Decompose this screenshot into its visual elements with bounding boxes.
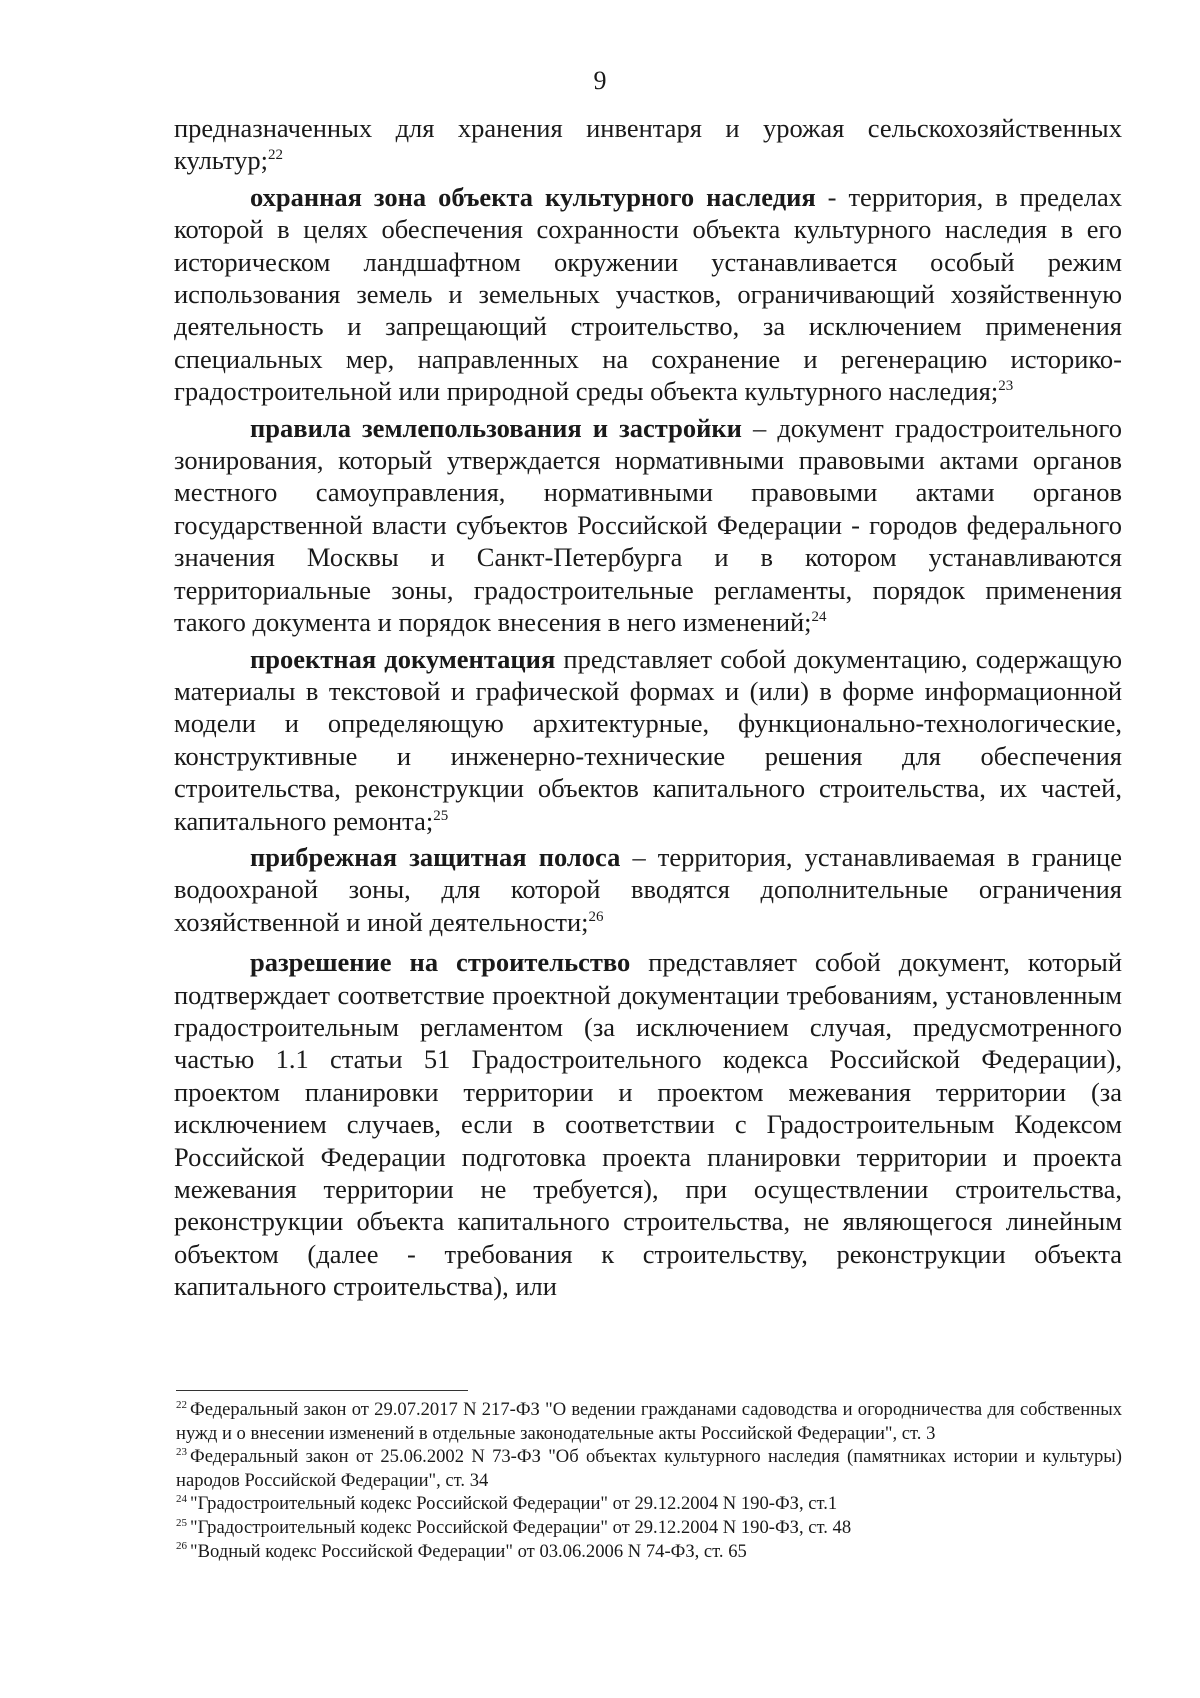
definition-text: представляет собой документ, который подтверждает соответствие проектной документации требованиям, установленным градостроительным регламентом (за исключением случая, предусмотренного частью 1.1 статьи 51 Градостроительного кодекса Российской Федерации), проектом планировки территории и проектом межевания территории (за исключением случаев, если в соответствии с Градостроительным Кодексом Российской Федерации подготовка проекта планировки территории и проекта межевания территории не требуется), при осуществлении строительства, реконструкции объекта капитального строительства, не являющегося линейным объектом (далее - требования к строительству, реконструкции объекта капитального строительства), или: [174, 947, 1122, 1302]
definition-text: – территория, устанавливаемая в границе водоохраной зоны, для которой вводятся дополнительные ограничения хозяйственной и иной деятельности;: [174, 841, 1122, 937]
paragraph-continuation: [174, 112, 1122, 177]
definition-paragraph: [174, 181, 1122, 408]
footnotes: [176, 1398, 1122, 1563]
footnote-number: 23: [176, 1446, 187, 1458]
defined-term: прибрежная защитная полоса: [250, 841, 621, 872]
definition-paragraph: [174, 412, 1122, 639]
footnote: [176, 1540, 1122, 1564]
footnote-separator: [176, 1390, 468, 1391]
footnote-text: "Водный кодекс Российской Федерации" от 03.06.2006 N 74-ФЗ, ст. 65: [190, 1540, 747, 1562]
footnote-text: Федеральный закон от 25.06.2002 N 73-ФЗ "Об объектах культурного наследия (памятниках истории и культуры) народов Российской Федерации", ст. 34: [176, 1446, 1122, 1491]
footnote-text: "Градостроительный кодекс Российской Федерации" от 29.12.2004 N 190-ФЗ, ст. 48: [190, 1516, 852, 1538]
footnote-number: 22: [176, 1398, 187, 1411]
footnote-number: 25: [176, 1516, 187, 1529]
footnote-text: Федеральный закон от 29.07.2017 N 217-ФЗ "О ведении гражданами садоводства и огородничества для собственных нужд и о внесении изменений в отдельные законодательные акты Российской Федерации", ст. 3: [176, 1399, 1122, 1444]
footnote-ref: 26: [588, 908, 604, 925]
defined-term: охранная зона объекта культурного наследия: [250, 181, 816, 212]
footnote: [176, 1492, 1122, 1516]
footnote: [176, 1445, 1122, 1492]
definition-paragraph: [174, 643, 1122, 837]
footnote-ref: 22: [267, 147, 283, 164]
defined-term: правила землепользования и застройки: [250, 412, 742, 443]
footnote-number: 24: [176, 1493, 187, 1506]
footnote-number: 26: [176, 1540, 187, 1553]
footnote: [176, 1398, 1122, 1445]
footnote-ref: 24: [811, 609, 827, 626]
definition-text: представляет собой документацию, содержащую материалы в текстовой и графической формах и (или) в форме информационной модели и определяющую архитектурные, функционально-технологические, конструктивные и инженерно-технические решения для обеспечения строительства, реконструкции объектов капитального строительства, их частей, капитального ремонта;: [174, 643, 1123, 836]
definition-paragraph: [174, 841, 1122, 938]
defined-term: проектная документация: [250, 643, 556, 674]
definition-text: – документ градостроительного зонирования, который утверждается нормативными правовыми актами органов местного самоуправления, нормативными правовыми актами органов государственной власти субъектов Российской Федерации - городов федерального значения Москвы и Санкт-Петербурга и в котором устанавливаются территориальные зоны, градостроительные регламенты, порядок применения такого документа и порядок внесения в него изменений;: [174, 412, 1122, 638]
footnote-text: "Градостроительный кодекс Российской Федерации" от 29.12.2004 N 190-ФЗ, ст.1: [190, 1493, 838, 1515]
footnote-ref: 23: [998, 378, 1014, 395]
footnote: [176, 1516, 1122, 1540]
defined-term: разрешение на строительство: [250, 947, 631, 978]
page-number: 9: [593, 66, 607, 95]
paragraph-text: предназначенных для хранения инвентаря и урожая сельскохозяйственных культур;: [174, 113, 1122, 176]
definition-text: - территория, в пределах которой в целях обеспечения сохранности объекта культурного наследия в его историческом ландшафтном окружении устанавливается особый режим использования земель и земельных участков, ограничивающий хозяйственную деятельность и запрещающий строительство, за исключением применения специальных мер, направленных на сохранение и регенерацию историко-градостроительной или природной среды объекта культурного наследия;: [174, 181, 1122, 407]
document-body: [174, 112, 1122, 1303]
footnote-ref: 25: [433, 807, 449, 824]
definition-paragraph: [174, 946, 1122, 1302]
